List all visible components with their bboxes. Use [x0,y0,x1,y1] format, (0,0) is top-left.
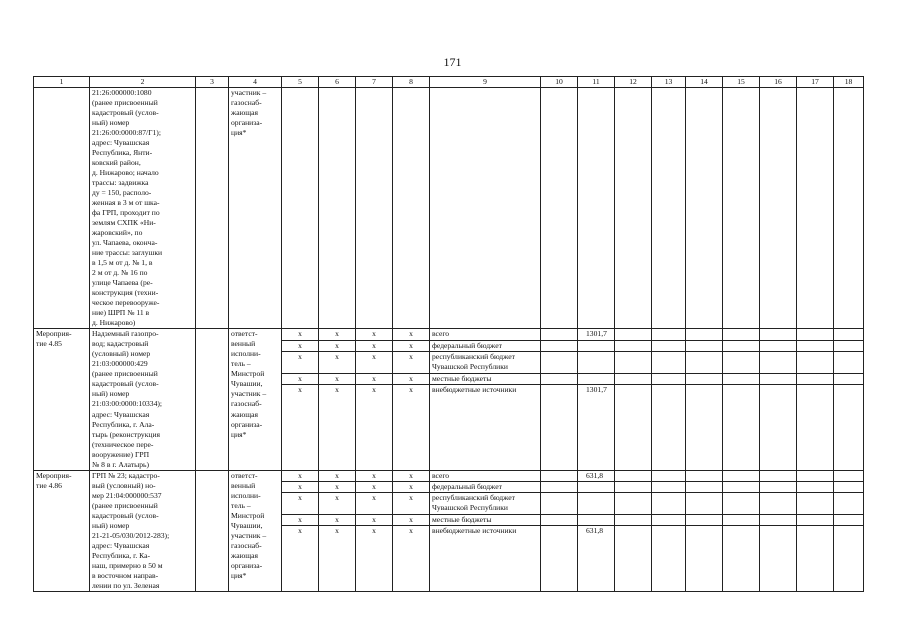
empty-cell [797,374,834,385]
empty-cell [686,385,723,470]
column-number-text: 4 [253,77,257,86]
code-cell-text: x [372,329,376,339]
empty-cell [797,526,834,592]
empty-cell [652,374,686,385]
column-number [430,77,541,88]
empty-cell [615,470,652,481]
code-cell-text: x [335,374,339,384]
empty-cell [723,470,760,481]
code-cell-text: x [372,470,376,480]
code-cell-text: x [335,329,339,339]
code-cell [282,481,319,492]
code-cell-text: x [409,374,413,384]
code-cell [319,340,356,351]
funding-amount [578,352,615,374]
column-number [578,77,615,88]
funding-amount-text: 631,8 [586,526,604,536]
column-number-text: 15 [737,77,745,86]
empty-cell [34,88,90,329]
executor-text: участник – газоснаб- жающая организа- ция* [231,88,267,138]
column-number-text: 5 [298,77,302,86]
empty-cell [652,481,686,492]
empty-cell [834,329,864,340]
empty-cell [723,514,760,525]
code-cell [282,385,319,470]
object-description-text: Надземный газопро- вод; кадастровый (условный) номер 21:03:000000:429 (ранее присвоенный кадастровый (услов- ный) номер 21:03:00:0000:10334); адрес: Чувашская Республика, г. Ала- тырь (реконструкция (техническое пере- вооружение) ГРП № 8 в г. Алатырь) [92,329,163,469]
empty-cell [760,514,797,525]
code-cell-text: x [335,526,339,536]
empty-cell [723,340,760,351]
funding-source-text: республиканский бюджет Чувашской Республики [432,493,515,513]
empty-cell [541,493,578,515]
empty-cell [541,340,578,351]
code-cell [282,493,319,515]
code-cell-text: x [372,352,376,362]
empty-cell [615,385,652,470]
code-cell [356,352,393,374]
column-number [34,77,90,88]
funding-source-text: внебюджетные источники [432,385,517,395]
column-number-text: 9 [483,77,487,86]
column-number-text: 2 [140,77,145,86]
empty-cell [615,374,652,385]
code-cell [282,470,319,481]
code-cell-text: x [409,514,413,524]
code-cell [393,481,430,492]
code-cell-text: x [409,352,413,362]
empty-cell [615,88,652,329]
code-cell [356,526,393,592]
empty-cell [196,470,229,591]
code-cell-text: x [409,526,413,536]
column-number [686,77,723,88]
empty-cell [652,493,686,515]
code-cell [319,470,356,481]
empty-cell [196,88,229,329]
executor [229,329,282,470]
funding-source [430,374,541,385]
code-cell-text: x [335,481,339,491]
code-cell [393,352,430,374]
funding-row [34,470,864,481]
empty-cell [652,514,686,525]
empty-cell [686,493,723,515]
funding-source-text: внебюджетные источники [432,526,517,536]
column-number-text: 6 [335,77,339,86]
funding-source-text: местные бюджеты [432,374,492,384]
code-cell-text: x [298,514,302,524]
code-cell [356,385,393,470]
code-cell-text: x [298,526,302,536]
column-number-text: 14 [700,77,708,86]
empty-cell [797,514,834,525]
code-cell-text: x [335,385,339,395]
empty-cell [834,481,864,492]
empty-cell [797,493,834,515]
column-number [760,77,797,88]
funding-amount [578,493,615,515]
empty-cell [686,329,723,340]
column-number [393,77,430,88]
code-cell [356,481,393,492]
empty-cell [797,88,834,329]
empty-cell [430,88,541,329]
column-number [90,77,196,88]
empty-cell [797,340,834,351]
funding-source-text: республиканский бюджет Чувашской Республики [432,352,515,372]
empty-cell [760,329,797,340]
page-number: 171 [443,55,462,69]
code-cell [282,329,319,340]
executor-text: ответст- венный исполни- тель – Минстрой Чувашии, участник – газоснаб- жающая организа- ция* [231,470,267,580]
code-cell [356,329,393,340]
code-cell [282,352,319,374]
code-cell-text: x [298,352,302,362]
funding-source-text: всего [432,470,450,480]
funding-amount [578,329,615,340]
code-cell-text: x [372,481,376,491]
empty-cell [541,374,578,385]
funding-source-text: федеральный бюджет [432,340,502,350]
code-cell [393,493,430,515]
column-number-text: 11 [592,77,600,86]
empty-cell [615,340,652,351]
funding-amount [578,526,615,592]
code-cell-text: x [372,514,376,524]
empty-cell [834,470,864,481]
funding-source [430,514,541,525]
code-cell [282,514,319,525]
code-cell-text: x [372,526,376,536]
executor [229,470,282,591]
code-cell-text: x [335,352,339,362]
column-number-text: 1 [59,77,64,86]
code-cell-text: x [298,374,302,384]
code-cell-text: x [298,329,302,339]
column-number-text: 12 [629,77,637,86]
funding-row [34,329,864,340]
code-cell-text: x [298,470,302,480]
executor [229,88,282,329]
code-cell [356,493,393,515]
funding-amount-text: 1301,7 [586,385,607,395]
empty-cell [652,352,686,374]
empty-cell [652,526,686,592]
code-cell-text: x [298,340,302,350]
column-number [282,77,319,88]
funding-amount [578,385,615,470]
funding-amount [578,481,615,492]
empty-cell [760,340,797,351]
column-number-text: 3 [210,77,214,86]
empty-cell [834,493,864,515]
code-cell [319,385,356,470]
funding-source [430,481,541,492]
empty-cell [723,374,760,385]
empty-cell [760,385,797,470]
code-cell-text: x [409,481,413,491]
code-cell-text: x [409,493,413,503]
empty-cell [760,374,797,385]
measure-id [34,329,90,470]
empty-cell [652,470,686,481]
code-cell [319,493,356,515]
funding-source-text: федеральный бюджет [432,481,502,491]
column-number [652,77,686,88]
empty-cell [686,470,723,481]
empty-cell [652,329,686,340]
code-cell [393,470,430,481]
column-number [723,77,760,88]
empty-cell [834,352,864,374]
object-description-text: 21:26:000000:1080 (ранее присвоенный кадастровый (услов- ный) номер 21:26:00:0000:87/Г1); адрес: Чувашская Республика, Янти- ковский район, д. Нижарово; начало трассы: задвижка ду = 150, располо- женная в 3 м от шка- фа ГРП, проходит по землям СХПК «Ни- жаровский», по ул. Чапаева, оконча- ние трассы: заглушки в 1,5 м от д. № 1, в 2 м от д. № 16 по улице Чапаева (ре- конструкция (техни- ческое перевооруже- ние) ШРП № 11 в д. Нижарово) [92,88,163,328]
empty-cell [652,88,686,329]
code-cell-text: x [335,340,339,350]
empty-cell [760,470,797,481]
empty-cell [282,88,319,329]
empty-cell [356,88,393,329]
column-number-text: 16 [774,77,782,86]
funding-source-text: всего [432,329,450,339]
column-number-row [34,77,864,88]
code-cell [282,340,319,351]
code-cell-text: x [372,385,376,395]
empty-cell [723,493,760,515]
code-cell-text: x [298,493,302,503]
empty-cell [541,385,578,470]
empty-cell [393,88,430,329]
funding-amount [578,340,615,351]
column-number-text: 13 [664,77,673,86]
funding-amount [578,514,615,525]
empty-cell [615,329,652,340]
code-cell-text: x [335,514,339,524]
empty-cell [686,88,723,329]
funding-amount-text: 1301,7 [586,329,607,339]
code-cell [393,340,430,351]
column-number [356,77,393,88]
code-cell [356,340,393,351]
column-number [541,77,578,88]
code-cell-text: x [298,481,302,491]
code-cell [319,481,356,492]
empty-cell [578,88,615,329]
empty-cell [797,470,834,481]
empty-cell [723,88,760,329]
code-cell [393,526,430,592]
column-number-text: 8 [409,77,413,86]
empty-cell [760,481,797,492]
empty-cell [723,329,760,340]
empty-cell [541,514,578,525]
code-cell [319,329,356,340]
empty-cell [615,493,652,515]
column-number [319,77,356,88]
empty-cell [760,493,797,515]
code-cell-text: x [409,470,413,480]
empty-cell [797,481,834,492]
empty-cell [760,352,797,374]
code-cell [282,374,319,385]
empty-cell [615,526,652,592]
empty-cell [760,526,797,592]
code-cell [393,514,430,525]
empty-cell [686,514,723,525]
empty-cell [834,340,864,351]
column-number [834,77,864,88]
program-table [33,76,864,592]
code-cell [393,329,430,340]
executor-text: ответст- венный исполни- тель – Минстрой Чувашии, участник – газоснаб- жающая организа- ция* [231,329,267,439]
empty-cell [686,352,723,374]
code-cell-text: x [409,329,413,339]
empty-cell [541,352,578,374]
funding-source [430,526,541,592]
measure-id-text: Мероприя- тие 4.85 [36,329,72,349]
code-cell-text: x [298,385,302,395]
empty-cell [652,340,686,351]
empty-cell [319,88,356,329]
empty-cell [652,385,686,470]
code-cell [319,526,356,592]
code-cell-text: x [335,493,339,503]
code-cell [319,374,356,385]
code-cell-text: x [372,374,376,384]
empty-cell [723,385,760,470]
empty-cell [723,526,760,592]
code-cell [319,514,356,525]
empty-cell [834,385,864,470]
code-cell-text: x [372,493,376,503]
column-number-text: 18 [844,77,853,86]
empty-cell [541,88,578,329]
code-cell [356,374,393,385]
column-number-text: 10 [555,77,563,86]
funding-source [430,352,541,374]
object-description [90,329,196,470]
code-cell [356,514,393,525]
empty-cell [615,514,652,525]
column-number [196,77,229,88]
funding-amount-text: 631,8 [586,470,604,480]
column-number [797,77,834,88]
empty-cell [686,481,723,492]
funding-source [430,340,541,351]
empty-cell [541,526,578,592]
empty-cell [541,481,578,492]
empty-cell [615,352,652,374]
column-number [615,77,652,88]
funding-source [430,493,541,515]
code-cell [319,352,356,374]
code-cell-text: x [372,340,376,350]
empty-cell [686,340,723,351]
empty-cell [541,329,578,340]
empty-cell [797,329,834,340]
empty-cell [834,526,864,592]
empty-cell [723,352,760,374]
empty-cell [760,88,797,329]
empty-cell [541,470,578,481]
column-number [229,77,282,88]
column-number-text: 17 [811,77,819,86]
continuation-row [34,88,864,329]
object-description [90,88,196,329]
empty-cell [834,514,864,525]
funding-source [430,385,541,470]
object-description-text: ГРП № 23; кадастро- вый (условный) но- мер 21:04:000000:537 (ранее присвоенный кадастровый (услов- ный) номер 21-21-05/030/2012-283); адрес: Чувашская Республика, г. Ка- наш, примерно в 50 м в восточном направ- лении по ул. Зеленая [92,470,170,590]
object-description [90,470,196,591]
empty-cell [834,88,864,329]
code-cell [356,470,393,481]
funding-amount [578,470,615,481]
empty-cell [196,329,229,470]
code-cell [393,374,430,385]
funding-source [430,329,541,340]
empty-cell [686,374,723,385]
code-cell [282,526,319,592]
funding-source [430,470,541,481]
code-cell-text: x [409,340,413,350]
measure-id-text: Мероприя- тие 4.86 [36,470,72,490]
funding-amount [578,374,615,385]
empty-cell [615,481,652,492]
empty-cell [834,374,864,385]
empty-cell [686,526,723,592]
empty-cell [723,481,760,492]
measure-id [34,470,90,591]
column-number-text: 7 [372,77,376,86]
empty-cell [797,385,834,470]
empty-cell [797,352,834,374]
funding-source-text: местные бюджеты [432,514,492,524]
code-cell-text: x [409,385,413,395]
code-cell-text: x [335,470,339,480]
code-cell [393,385,430,470]
